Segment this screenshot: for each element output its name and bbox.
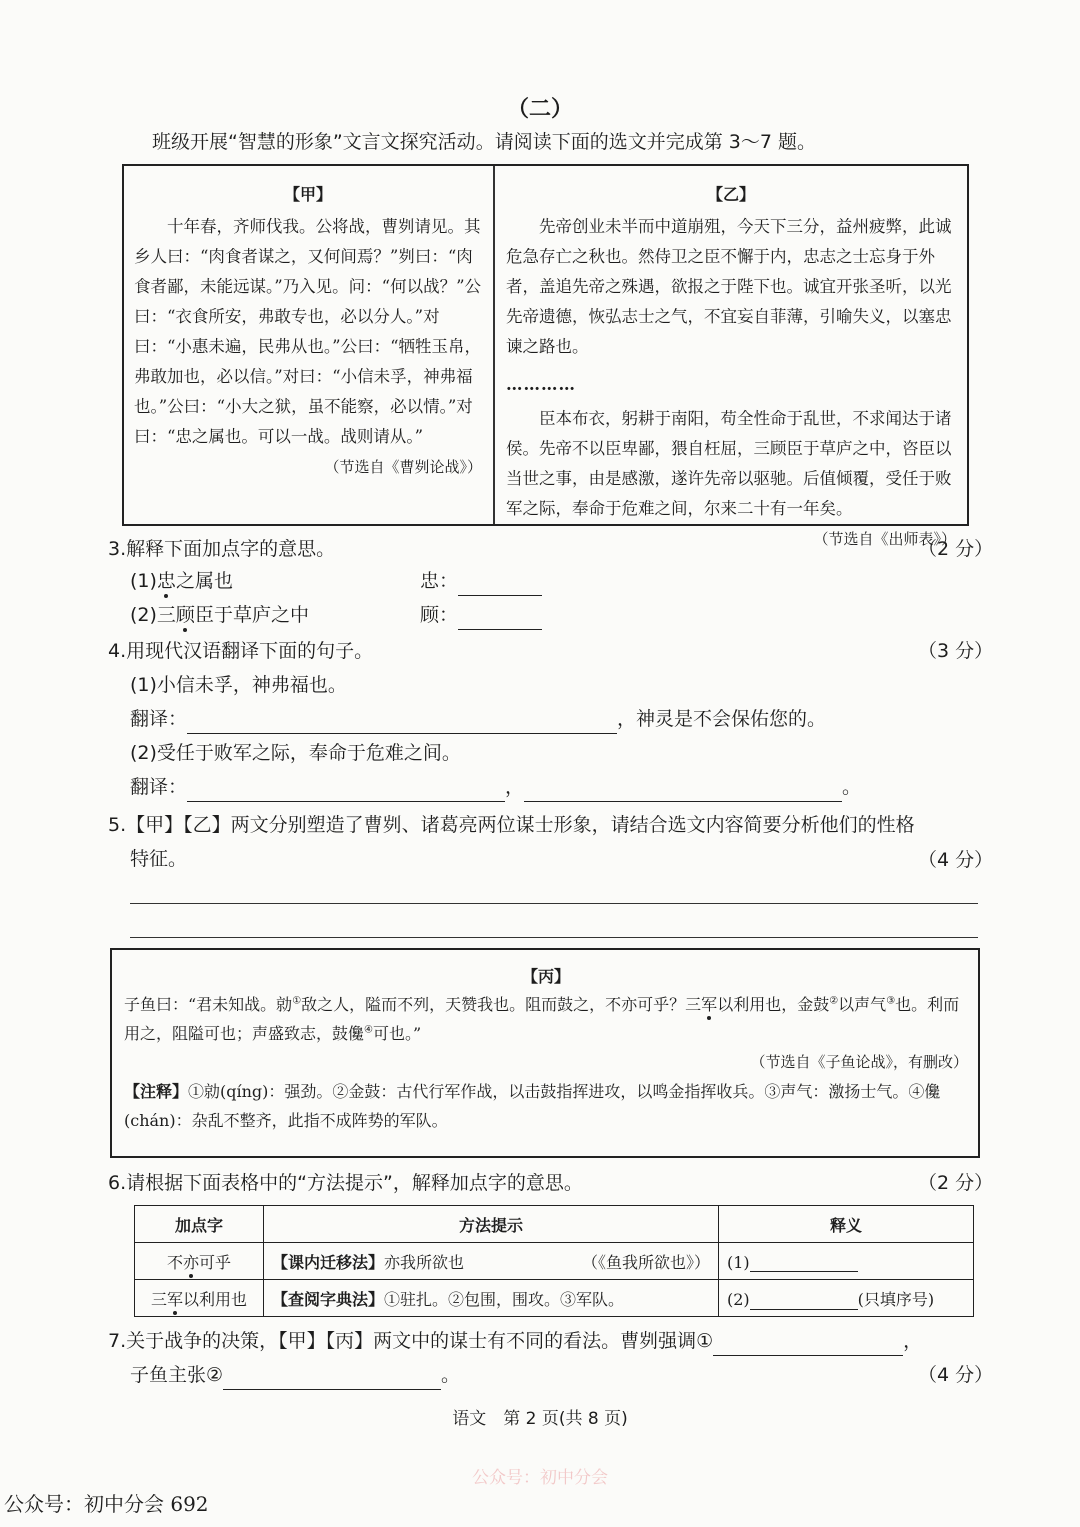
q3-stem: 3.解释下面加点字的意思。	[108, 538, 336, 560]
table-row	[135, 1243, 974, 1280]
q7-line-2[interactable]: 子鱼主张② 。	[130, 1360, 460, 1390]
table-header: 加点字	[135, 1206, 264, 1243]
dotted-char: 亦	[182, 1252, 199, 1272]
table-cell: 不亦可乎	[135, 1243, 264, 1280]
passage-a-source: （节选自《曹刿论战》）	[324, 458, 482, 476]
q3-item-2: (2)三顾臣于草庐之中	[130, 604, 309, 626]
table-cell: 三军以利用也	[135, 1280, 264, 1317]
passage-b-ellipsis: …………	[506, 375, 576, 394]
dotted-char: 军	[166, 1289, 183, 1309]
q5-stem-line-1: 5.【甲】【乙】两文分别塑造了曹刿、诸葛亮两位谋士形象，请结合选文内容简要分析他们的性格	[108, 814, 915, 836]
passage-c-label: 【丙】	[521, 967, 570, 986]
q6-answer-1[interactable]: (1)	[719, 1243, 974, 1280]
q5-score: （4 分）	[918, 849, 994, 871]
passage-a-label: 【甲】	[283, 185, 332, 204]
q5-answer-line-2[interactable]	[130, 937, 978, 938]
q5-stem-line-2: 特征。	[130, 848, 188, 870]
page-footer: 语文 第 2 页(共 8 页)	[452, 1409, 628, 1429]
watermark-account: 公众号：初中分会 692	[4, 1492, 209, 1516]
q4-sentence-1: (1)小信未孚，神弗福也。	[130, 674, 347, 696]
dotted-char: 军	[701, 995, 718, 1014]
table-cell: 【课内迁移法】亦我所欲也 （《鱼我所欲也》）	[264, 1243, 719, 1280]
passage-box-c	[110, 948, 980, 1158]
q4-sentence-2: (2)受任于败军之际，奉命于危难之间。	[130, 742, 461, 764]
passage-a	[134, 166, 482, 524]
q3-answer-2[interactable]: 顾：	[420, 600, 542, 630]
q6-score: （2 分）	[918, 1172, 994, 1194]
q4-score: （3 分）	[918, 640, 994, 662]
table-header: 方法提示	[264, 1206, 719, 1243]
passage-box-ab	[122, 164, 969, 548]
column-divider	[493, 166, 495, 524]
table-header: 释义	[719, 1206, 974, 1243]
passage-c-text: 子鱼曰：“君未知战。勍①敌之人，隘而不列，天赞我也。阻而鼓之，不亦可乎？三军以利用也，金鼓②以声气③也。利而用之，阻隘可也；声盛致志，鼓儳④可也。”	[124, 995, 960, 1043]
passage-a-text: 十年春，齐师伐我。公将战，曹刿请见。其乡人曰：“肉食者谋之，又何间焉？”刿曰：“肉食者鄙，未能远谋。”乃入见。问：“何以战？”公曰：“衣食所安，弗敢专也，必以分人。”对曰：“小惠未遍，民弗从也。”公曰：“牺牲玉帛，弗敢加也，必以信。”对曰：“小信未孚，神弗福也。”公曰：“小大之狱，虽不能察，必以情。”对曰：“忠之属也。可以一战。战则请从。”	[134, 217, 482, 446]
watermark-pink: 公众号：初中分会	[472, 1468, 608, 1488]
passage-b	[506, 166, 956, 548]
passage-c-notes: 【注释】①勍(qíng)：强劲。②金鼓：古代行军作战，以击鼓指挥进攻，以鸣金指挥收兵。③声气：激扬士气。④儳(chán)：杂乱不整齐，此指不成阵势的军队。	[124, 1082, 941, 1130]
q5-answer-line-1[interactable]	[130, 903, 978, 904]
passage-b-text-2: 臣本布衣，躬耕于南阳，苟全性命于乱世，不求闻达于诸侯。先帝不以臣卑鄙，猥自枉屈，三顾臣于草庐之中，咨臣以当世之事，由是感激，遂许先帝以驱驰。后值倾覆，受任于败军之际，奉命于危难之间，尔来二十有一年矣。	[506, 409, 952, 518]
intro-text: 班级开展“智慧的形象”文言文探究活动。请阅读下面的选文并完成第 3～7 题。	[152, 131, 816, 153]
passage-b-label: 【乙】	[706, 185, 755, 204]
passage-c-source: （节选自《子鱼论战》，有删改）	[750, 1053, 968, 1071]
table-cell: 【查阅字典法】①驻扎。②包围，围攻。③军队。	[264, 1280, 719, 1317]
q4-stem: 4.用现代汉语翻译下面的句子。	[108, 640, 374, 662]
q6-stem: 6.请根据下面表格中的“方法提示”，解释加点字的意思。	[108, 1172, 583, 1194]
q3-answer-1[interactable]: 忠：	[420, 566, 542, 596]
q4-translation-1[interactable]: 翻译： ，神灵是不会保佑您的。	[130, 704, 826, 734]
q3-item-1: (1)忠之属也	[130, 570, 233, 592]
q3-score: （2 分）	[918, 538, 994, 560]
q6-answer-2[interactable]: (2) (只填序号)	[719, 1280, 974, 1317]
table-row	[135, 1280, 974, 1317]
passage-b-source: （节选自《出师表》）	[813, 530, 956, 548]
dotted-char: 忠	[156, 570, 176, 592]
section-title: （二）	[506, 97, 573, 122]
dotted-char: 顾	[175, 604, 195, 626]
passage-b-text-1: 先帝创业未半而中道崩殂，今天下三分，益州疲弊，此诚危急存亡之秋也。然侍卫之臣不懈于内，忠志之士忘身于外者，盖追先帝之殊遇，欲报之于陛下也。诚宜开张圣听，以光先帝遗德，恢弘志士之气，不宜妄自菲薄，引喻失义，以塞忠谏之路也。	[506, 217, 952, 356]
q7-score: （4 分）	[918, 1364, 994, 1386]
q4-translation-2[interactable]: 翻译： ， 。	[130, 772, 861, 802]
q7-line-1[interactable]: 7.关于战争的决策，【甲】【丙】两文中的谋士有不同的看法。曹刿强调① ，	[108, 1326, 922, 1356]
q6-table	[134, 1205, 974, 1317]
